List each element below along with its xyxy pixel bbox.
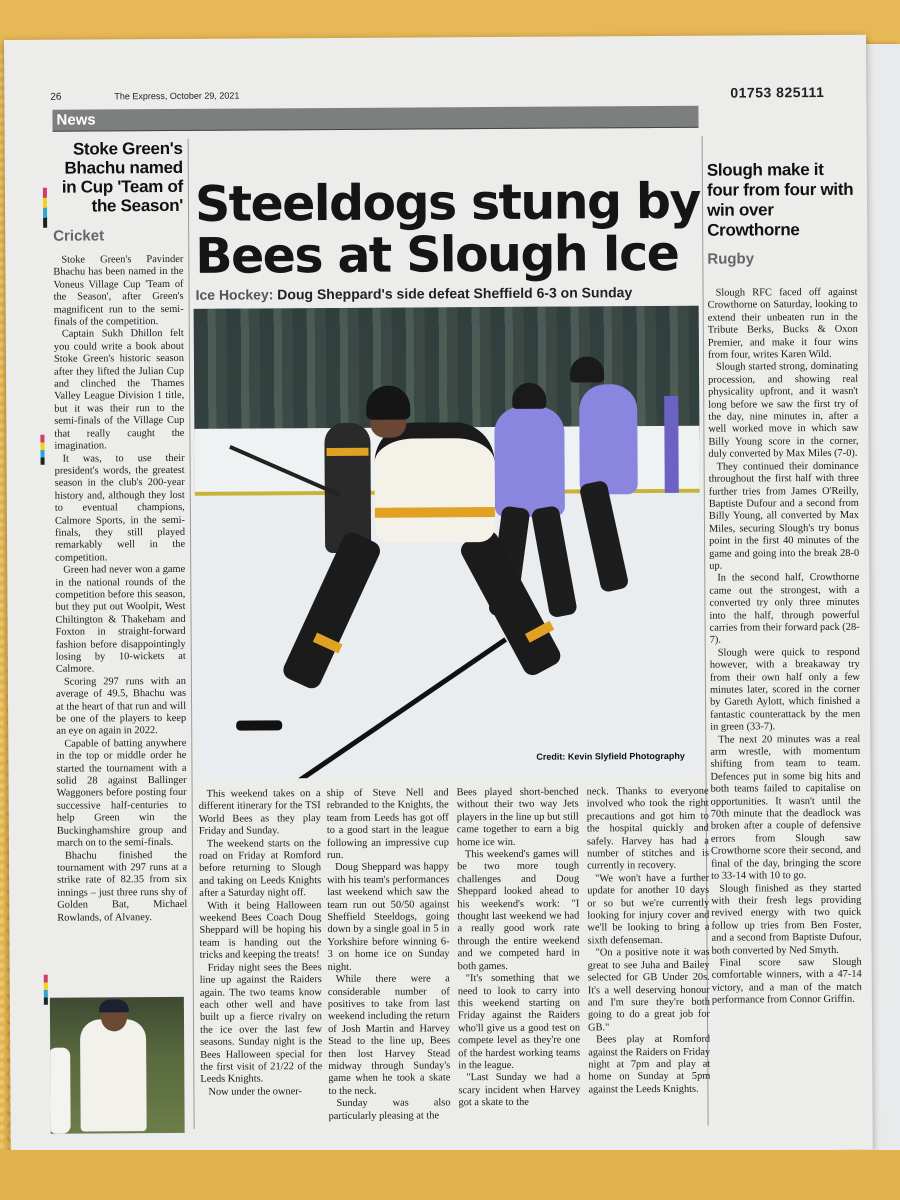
- paragraph: Bees play at Romford against the Raiders on Friday night at 7pm and play at home on Sunday at 5pm against the Leeds Knights.: [588, 1033, 711, 1096]
- paragraph: With it being Halloween weekend Bees Coach Doug Sheppard will be hoping his team is handing out the tricks and keeping the treats!: [199, 899, 322, 962]
- paragraph: This weekend takes on a different itinerary for the TSI World Bees as they play Friday and Sunday.: [198, 788, 321, 838]
- paragraph: Stoke Green's Pavinder Bhachu has been named in the Voneus Village Cup 'Team of the Season', after Green's magnificent run to the semi-finals of the competition.: [53, 253, 184, 328]
- cricketer-photo: [50, 997, 185, 1134]
- opponent-figure: [579, 384, 638, 494]
- paragraph: This weekend's games will be two more tough challenges and Doug Sheppard looked ahead to his weekend's work: "I thought last weekend we had a really good work rate through the entire weekend and we competed hard in both games.: [457, 848, 580, 972]
- paragraph: "On a positive note it was great to see Juha and Bailey selected for GB Under 20s. It's a well deserving honour and I'm sure they're both going to do a great job for GB.": [587, 946, 710, 1034]
- paragraph: ship of Steve Nell and rebranded to the Knights, the team from Leeds has got off to a good start in the league following an impressive cup run.: [326, 787, 449, 862]
- bees-jersey: [374, 422, 495, 543]
- paragraph: Final score saw Slough comfortable winners, with a 47-14 victory, and a man of the match performance from Connor Griffin.: [711, 956, 862, 1006]
- paragraph: Bhachu finished the tournament with 297 runs at a strike rate of 82.35 from six innings – just three runs shy of Golden Bat, Michael Rowlands, of Alvaney.: [57, 849, 188, 924]
- paragraph: "Last Sunday we had a scary incident when Harvey got a skate to the: [458, 1071, 581, 1109]
- section-label: News: [56, 111, 96, 129]
- main-subheadline: [196, 284, 696, 303]
- ice-hockey-photo: [194, 306, 702, 779]
- column-rule: [188, 139, 195, 1129]
- paragraph: Capable of batting anywhere in the top or middle order he started the tournament with a solid 28 against Ballinger Waggoners before posting four successive half-centuries to help Green win the Buckinghamshire group and march on to the semi-finals.: [56, 737, 187, 849]
- opponent-figure: [494, 407, 565, 517]
- color-registration-mark: [43, 188, 47, 228]
- cricketer-figure: [80, 1019, 147, 1131]
- kicker: Ice Hockey:: [195, 286, 274, 303]
- cricket-body: [53, 254, 187, 925]
- page-header: [50, 83, 830, 103]
- paragraph: Doug Sheppard was happy with his team's performances last weekend which saw the team run out 50/50 against Sheffield Steeldogs, going down by a single goal in 5 in Yorkshire before winning 6-3 on home ice on Sunday night.: [327, 861, 450, 973]
- paragraph: They continued their dominance throughout the first half with three further tries from James O'Reilly, Baptiste Dufour and a second from Billy Young, all converted by Max Miles, securing Slough's try bonus point in the first 40 minutes of the game and going into the break 28-0 up.: [708, 460, 860, 572]
- jersey-stripe: [375, 507, 495, 518]
- section-bar: [52, 106, 698, 132]
- cricket-category: Cricket: [53, 227, 105, 245]
- color-registration-mark: [40, 435, 44, 465]
- photo-credit: Credit: Kevin Slyfield Photography: [536, 750, 685, 762]
- second-player-figure: [50, 1048, 71, 1134]
- paragraph: While there were a considerable number of positives to take from last weekend including the return of Josh Martin and Harvey Stead to the line up, Bees then lost Harvey Stead midway through Sunday's game when he took a skate to the neck.: [327, 973, 451, 1097]
- paragraph: It was, to use their president's words, the greatest season in the club's 200-year history and, although they lost to eventual champions, Calmore Sports, in the semi-finals, they still played remarkably well in the competition.: [54, 452, 186, 564]
- rugby-category: Rugby: [707, 250, 755, 268]
- paragraph: Friday night sees the Bees line up against the Raiders again. The two teams know each other well and have built up a fierce rivalry on the ice over the last few seasons. Sunday night is the Bees Halloween special for the first visit of 21/22 of the Leeds Knights.: [199, 961, 323, 1086]
- teammate-stripe: [326, 448, 368, 456]
- cricket-story: [53, 139, 188, 925]
- rugby-body: [708, 287, 862, 1007]
- cricket-headline: Stoke Green's Bhachu named in Cup 'Team of the Season': [61, 138, 184, 216]
- paragraph: Slough RFC faced off against Crowthorne on Saturday, looking to extend their unbeaten run in the Tribute Berks, Bucks & Oxon Premier, and make it four wins from four, writes Karen Wild.: [707, 286, 858, 361]
- paragraph: Slough were quick to respond however, with a breakaway try from their own half only a few minutes later, scored in the corner by Gareth Aylott, which finished a fantastic counterattack by the men in green (33-7).: [709, 646, 861, 733]
- article-column-1: [199, 788, 323, 1099]
- paragraph: neck. Thanks to everyone involved who took the right precautions and got him to the hospital quickly and safely. Harvey has had a number of stitches and is currently in recovery.: [586, 785, 710, 872]
- paragraph: Slough started strong, dominating procession, and showing real physicality upfront, and it wasn't long before we saw the first try of the day, nine minutes in, after a well worked move in which saw Billy Young score in the corner, duly converted by Max Miles (7-0).: [708, 361, 859, 460]
- page-number: 26: [50, 91, 62, 103]
- phone-number: 01753 825111: [730, 83, 825, 101]
- rugby-headline: Slough make it four from four with win over Crowthorne: [706, 159, 854, 240]
- rugby-story: [707, 160, 862, 1007]
- color-registration-mark: [44, 975, 48, 1005]
- paragraph: The weekend starts on the road on Friday at Romford before returning to Slough and taking on Leeds Knights after a Saturday night off.: [198, 837, 322, 900]
- paragraph: The next 20 minutes was a real arm wrestle, with momentum shifting from team to team. Defences put in some big hits and both teams failed to capitalise on opportunities. It wasn't until the 70th minute that the deadlock was broken after a couple of defensive errors from Slough saw Crowthorne score their second, and final of the day, bringing the score to 33-14 with 10 to go.: [710, 733, 862, 882]
- paragraph: Now under the owner-: [208, 1085, 303, 1098]
- article-column-3: [457, 787, 581, 1110]
- paragraph: Captain Sukh Dhillon felt you could write a book about Stoke Green's historic season after they lifted the Julian Cup and clinched the Thames Valley League Division 1 title, but it was their run to the semi-finals of the Village Cup that really caught the imagination.: [53, 328, 185, 452]
- main-headline: Steeldogs stung by Bees at Slough Ice: [194, 172, 700, 285]
- paragraph: Bees played short-benched without their two way Jets players in the line up but still came together to earn a big home ice win.: [456, 786, 579, 848]
- paragraph: Sunday was also particularly pleasing at the: [328, 1097, 451, 1122]
- paper-dateline: The Express, October 29, 2021: [114, 90, 240, 102]
- paragraph: Scoring 297 runs with an average of 49.5, Bhachu was at the heart of that run and will be one of the players to keep an eye on again in 2022.: [55, 675, 187, 738]
- article-column-4: [587, 786, 711, 1097]
- subhead-text: Doug Sheppard's side defeat Sheffield 6-3 on Sunday: [277, 284, 633, 303]
- paragraph: Slough finished as they started with their fresh legs providing revived energy with two quick follow up tries from Ben Foster, and a second from Baptiste Dufour, both converted by Ned Smyth.: [711, 882, 862, 957]
- rug-bottom: [0, 1150, 900, 1200]
- cricketer-cap: [99, 999, 129, 1012]
- paragraph: "It's something that we need to look to carry into this weekend starting on Friday against the Raiders who'll give us a good test on compete level as they're one of the hardest working teams in the league.: [457, 972, 581, 1072]
- stick-blade: [236, 720, 282, 730]
- newspaper-page: [4, 35, 873, 1155]
- paragraph: In the second half, Crowthorne came out the strongest, with a converted try only three minutes into the half, through powerful carries from their forward pack (28-7).: [709, 572, 860, 647]
- article-column-2: [327, 787, 451, 1123]
- goal-post: [664, 396, 679, 506]
- paragraph: "We won't have a further update for another 10 days or so but we're currently looking for injury cover and we'll be looking to bring a sixth defenseman.: [587, 872, 710, 947]
- paragraph: Green had never won a game in the national rounds of the competition before this season, but they put out Woolpit, West Chiltington & Thakeham and Foxton in straight-forward fashion before disappointingly losing by 10-wickets at Calmore.: [55, 564, 186, 676]
